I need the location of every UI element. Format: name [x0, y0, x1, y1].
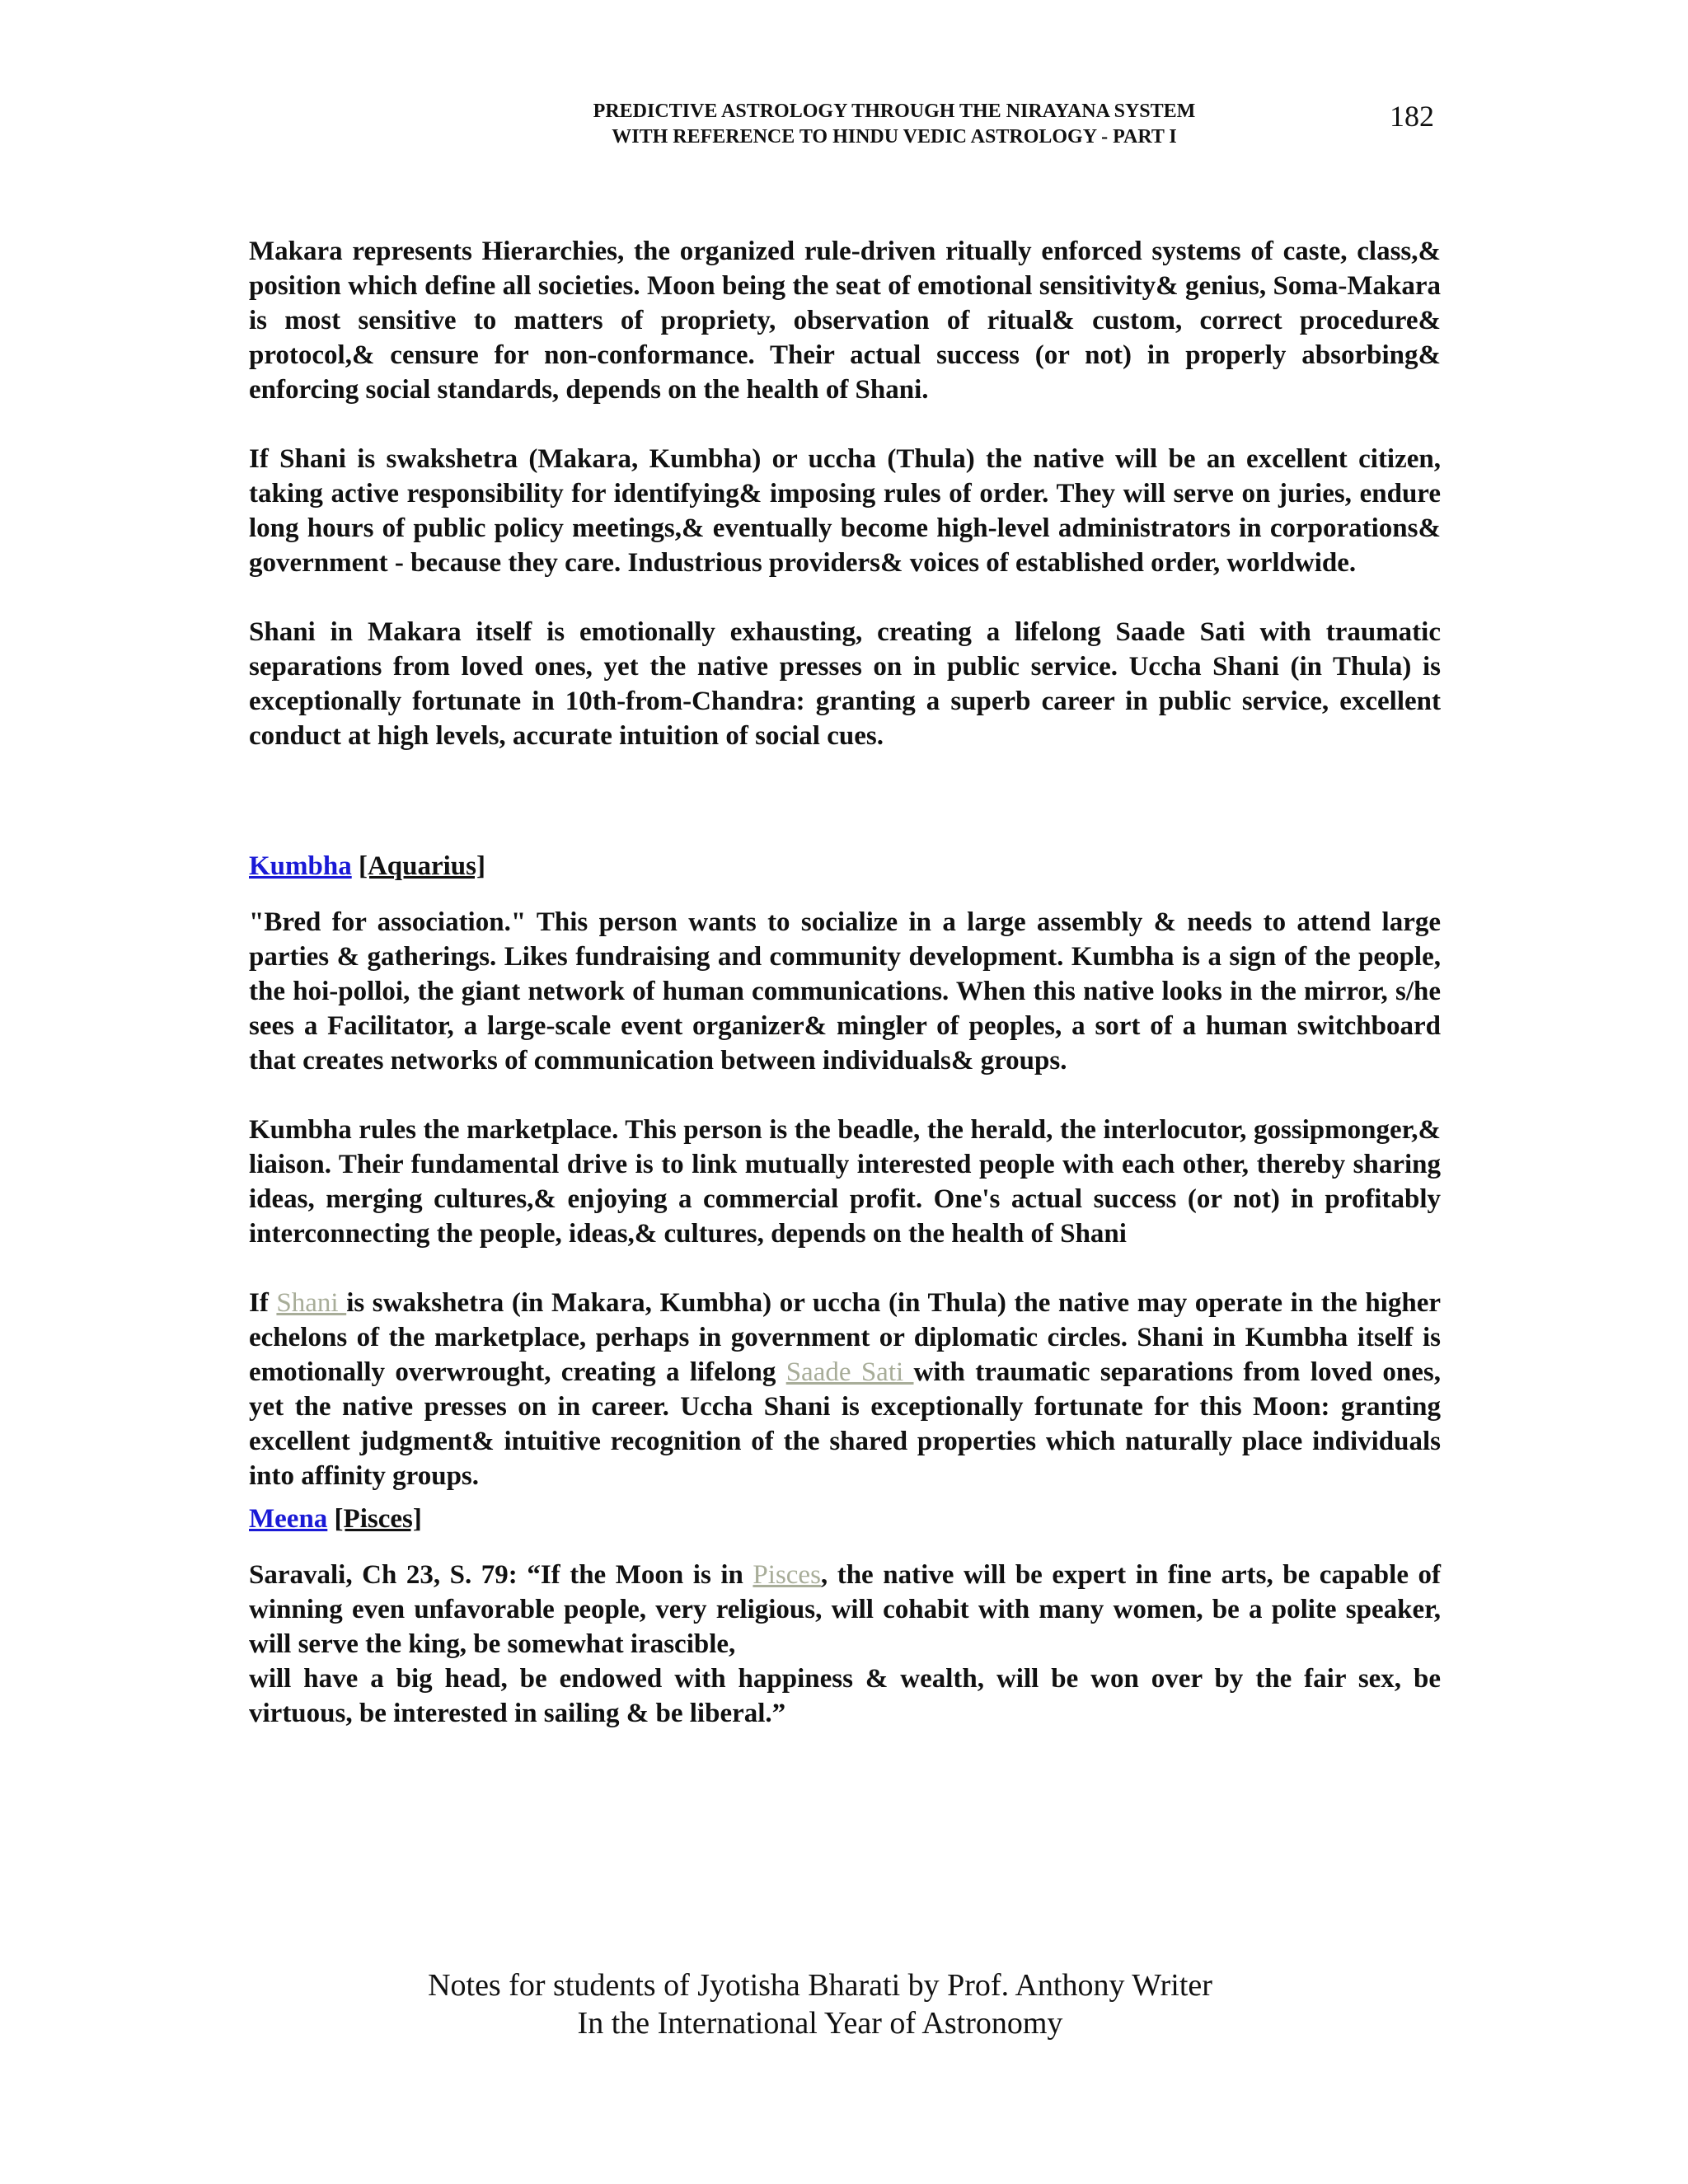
text-run: , the native will be expert in fine arts, be capable of winning even unfavorable people, very religious, will cohabit with many women, be a polite speaker, will serve the king, be somewhat irascible, [249, 1560, 1441, 1659]
kumbha-link[interactable]: Kumbha [249, 851, 352, 881]
kumbha-subtitle: [Aquarius] [358, 851, 485, 881]
text-run: If [249, 1288, 277, 1318]
meena-subtitle: [Pisces] [334, 1504, 422, 1534]
header-line-1: PREDICTIVE ASTROLOGY THROUGH THE NIRAYANA SYSTEM [593, 101, 1196, 122]
text-run: with traumatic separations from loved ones, yet the native presses on in career. Uccha Shani is exceptionally fortunate for this Moon: granting excellent judgment& intuitive recognition of the shared properties which naturally place individuals into affinity groups. [249, 1357, 1441, 1491]
section-gap [249, 788, 1441, 849]
shani-link[interactable]: Shani [276, 1288, 347, 1318]
meena-link[interactable]: Meena [249, 1504, 328, 1534]
saade-sati-link[interactable]: Saade Sati [785, 1357, 914, 1387]
paragraph-makara-hierarchies: Makara represents Hierarchies, the organized rule-driven ritually enforced systems of caste, class,& position which define all societies. Moon being the seat of emotional sensitivity& genius, Soma-Makara is most sensitive to matters of propriety, observation of ritual& custom, correct procedure& protocol,& censure for non-conformance. Their actual success (or not) in properly absorbing& enforcing social standards, depends on the health of Shani. [249, 237, 1441, 405]
paragraph-shani-swakshetra: If Shani is swakshetra (Makara, Kumbha) or uccha (Thula) the native will be an excellent citizen, taking active responsibility for identifying& imposing rules of order. They will serve on juries, endure long hours of public policy meetings,& eventually become high-level administrators in corporations& government - because they care. Industrious providers& voices of established order, worldwide. [249, 444, 1441, 578]
text-run: is swakshetra (in Makara, Kumbha) or uccha (in Thula) the native may operate in the higher echelons of the marketplace, perhaps in government or diplomatic circles. Shani in Kumbha itself is emotionally overwrought, creating a lifelong [249, 1288, 1441, 1387]
paragraph-shani-in-makara: Shani in Makara itself is emotionally exhausting, creating a lifelong Saade Sati with traumatic separations from loved ones, yet the native presses on in public service. Uccha Shani (in Thula) is exceptionally fortunate in 10th-from-Chandra: granting a superb career in public service, excellent conduct at high levels, accurate intuition of social cues. [249, 617, 1441, 751]
page-body [249, 234, 1441, 1765]
heading-meena [249, 1502, 1441, 1536]
footer-line-2: In the International Year of Astronomy [577, 2006, 1063, 2041]
heading-kumbha [249, 849, 1441, 883]
running-header [346, 99, 1442, 150]
header-line-2: WITH REFERENCE TO HINDU VEDIC ASTROLOGY - PART I [612, 126, 1177, 148]
paragraph-bred-for-association: "Bred for association." This person wants to socialize in a large assembly & needs to attend large parties & gatherings. Likes fundraising and community development. Kumbha is a sign of the people, the hoi-polloi, the giant network of human communications. When this native looks in the mirror, s/he sees a Facilitator, a large-scale event organizer& mingler of peoples, a sort of a human switchboard that creates networks of communication between individuals& groups. [249, 907, 1441, 1076]
pisces-link[interactable]: Pisces [753, 1560, 821, 1590]
page-footer [247, 1966, 1393, 2042]
paragraph-saravali-quote-cont: will have a big head, be endowed with happiness & wealth, will be won over by the fair sex, be virtuous, be interested in sailing & be liberal.” [249, 1664, 1441, 1728]
page-number: 182 [1390, 100, 1434, 133]
footer-line-1: Notes for students of Jyotisha Bharati by Prof. Anthony Writer [428, 1968, 1212, 2003]
paragraph-shani-kumbha [249, 1286, 1441, 1493]
paragraph-kumbha-marketplace: Kumbha rules the marketplace. This person is the beadle, the herald, the interlocutor, gossipmonger,& liaison. Their fundamental drive is to link mutually interested people with each other, thereby sharing ideas, merging cultures,& enjoying a commercial profit. One's actual success (or not) in profitably interconnecting the people, ideas,& cultures, depends on the health of Shani [249, 1115, 1441, 1249]
text-run: Saravali, Ch 23, S. 79: “If the Moon is in [249, 1560, 753, 1590]
paragraph-saravali-quote [249, 1558, 1441, 1661]
